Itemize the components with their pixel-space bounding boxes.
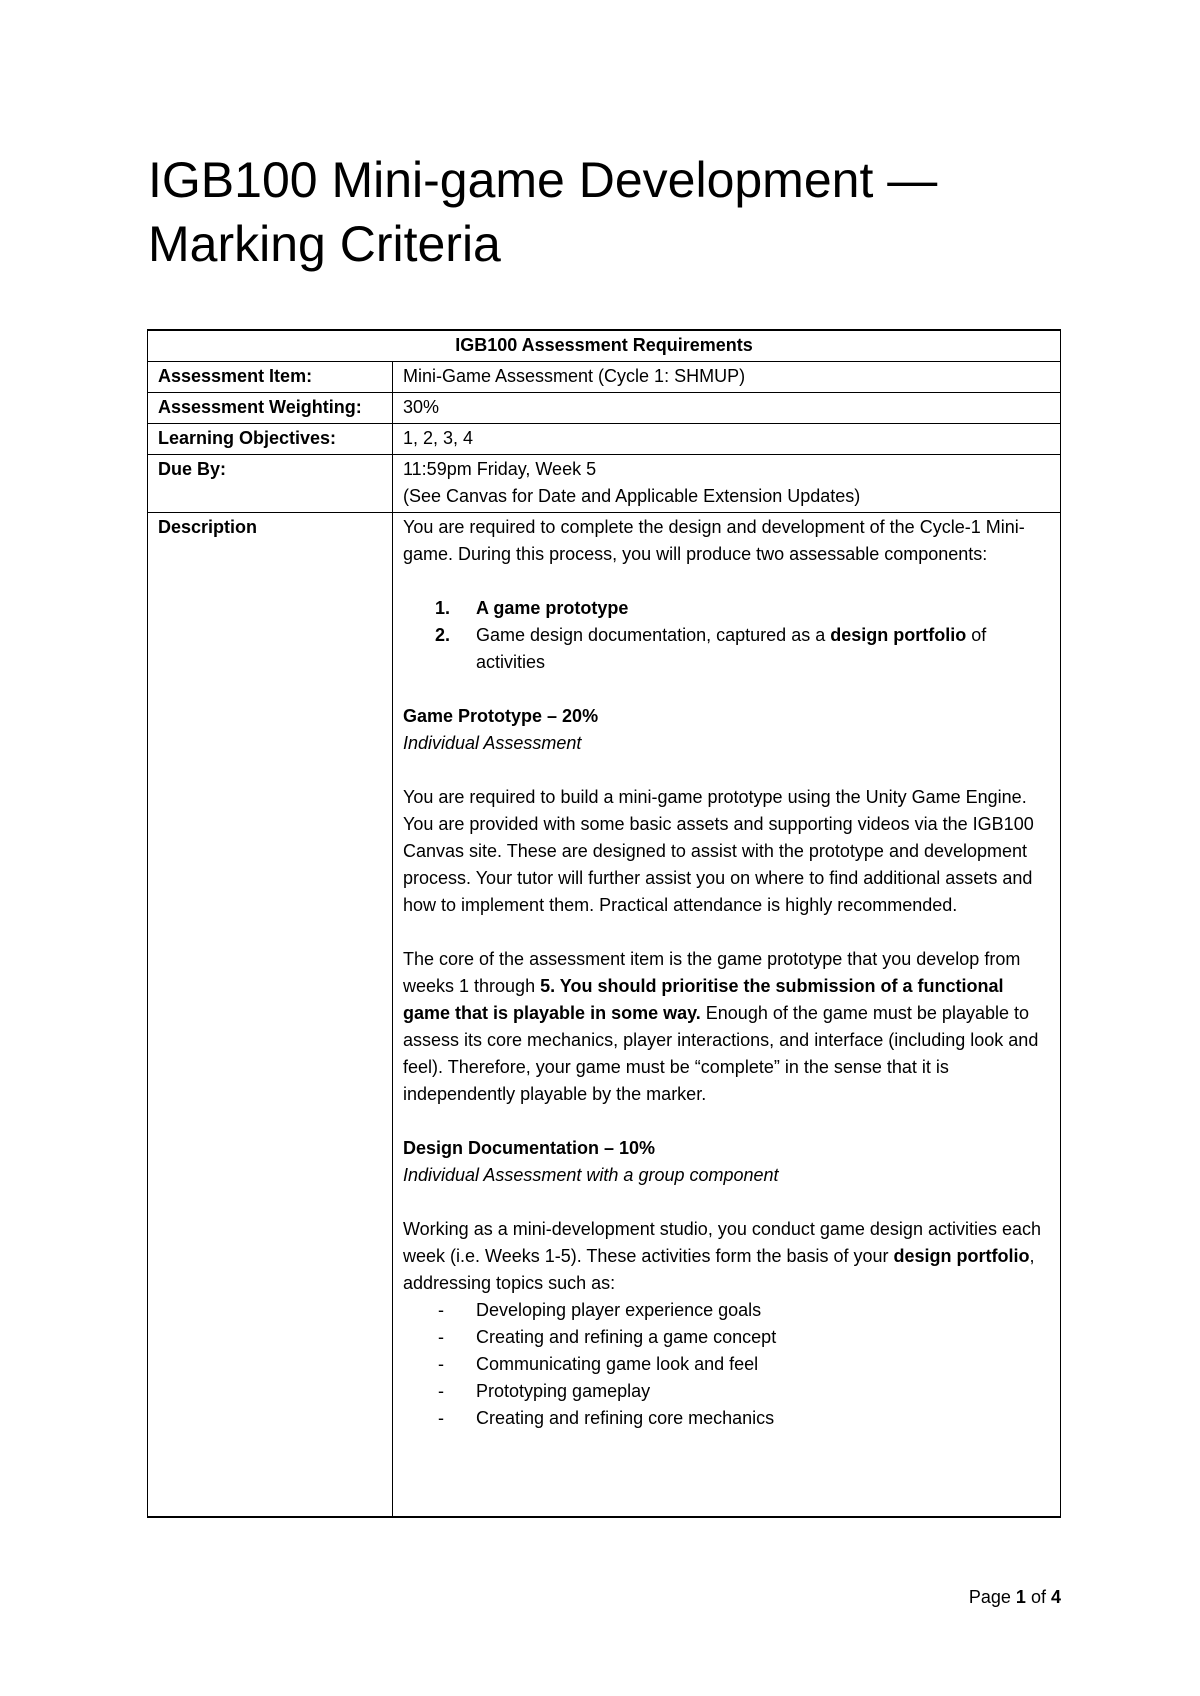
row-value-learning-objectives: 1, 2, 3, 4 <box>393 424 1061 455</box>
table-row <box>148 393 1061 424</box>
topic-text: Communicating game look and feel <box>476 1354 759 1374</box>
prototype-p2-bold: 5. You should prioritise the submission of a functional game that is playable in some way. <box>403 976 1004 1023</box>
topic-text: Developing player experience goals <box>476 1300 762 1320</box>
row-label-description: Description <box>148 513 393 1518</box>
table-row <box>148 455 1061 513</box>
list-item <box>403 595 1050 622</box>
prototype-p2-post: Enough of the game must be playable to assess its core mechanics, player interactions, and interface (including look and feel). Therefore, your game must be “complete” in the sense that it is independently playable by the marker. <box>403 1003 1039 1104</box>
docs-p-post: , addressing topics such as: <box>403 1246 1035 1293</box>
list-item <box>403 1351 1050 1378</box>
prototype-p2-pre: The core of the assessment item is the game prototype that you develop from weeks 1 through <box>403 949 1021 996</box>
docs-p-pre: Working as a mini-development studio, you conduct game design activities each week (i.e. Weeks 1-5). These activities form the basis of your <box>403 1219 1042 1266</box>
prototype-heading: Game Prototype – 20% <box>403 706 599 726</box>
row-value-assessment-item: Mini-Game Assessment (Cycle 1: SHMUP) <box>393 362 1061 393</box>
table-row-description <box>148 513 1061 1518</box>
component-list <box>403 595 1050 676</box>
row-label-assessment-weighting: Assessment Weighting: <box>148 393 393 424</box>
of-word: of <box>1030 1587 1046 1607</box>
assessment-requirements-table <box>147 329 1061 1518</box>
page-number: 1 <box>1015 1587 1026 1607</box>
list-item <box>403 622 1050 676</box>
page-total: 4 <box>1050 1587 1061 1607</box>
row-value-due-by <box>393 455 1061 513</box>
table-heading-row <box>148 330 1061 362</box>
list-item <box>403 1324 1050 1351</box>
prototype-paragraph-1: You are required to build a mini-game prototype using the Unity Game Engine. You are provided with some basic assets and supporting videos via the IGB100 Canvas site. These are designed to assist with the prototype and development process. Your tutor will further assist you on where to find additional assets and how to implement them. Practical attendance is highly recommended. <box>403 787 1034 915</box>
topic-text: Creating and refining core mechanics <box>476 1408 775 1428</box>
description-content <box>393 513 1061 1518</box>
table-heading: IGB100 Assessment Requirements <box>148 330 1061 362</box>
component-text-pre: Game design documentation, captured as a <box>476 625 831 645</box>
component-text-bold: design portfolio <box>830 625 967 645</box>
component-text: A game prototype <box>476 598 629 618</box>
list-number: 2. <box>435 625 451 645</box>
dash-bullet: - <box>438 1354 444 1374</box>
list-item <box>403 1378 1050 1405</box>
docs-subheading: Individual Assessment with a group component <box>403 1165 779 1185</box>
prototype-paragraph-2 <box>403 946 1050 1108</box>
page-footer <box>969 1587 1061 1608</box>
docs-p-bold: design portfolio <box>893 1246 1030 1266</box>
dash-bullet: - <box>438 1300 444 1320</box>
topic-list <box>403 1297 1050 1432</box>
due-date: 11:59pm Friday, Week 5 <box>403 459 597 479</box>
dash-bullet: - <box>438 1408 444 1428</box>
row-label-learning-objectives: Learning Objectives: <box>148 424 393 455</box>
title-line-1: IGB100 Mini-game Development — <box>148 152 938 208</box>
topic-text: Prototyping gameplay <box>476 1381 651 1401</box>
row-label-due-by: Due By: <box>148 455 393 513</box>
topic-text: Creating and refining a game concept <box>476 1327 777 1347</box>
table-row <box>148 424 1061 455</box>
due-date-note: (See Canvas for Date and Applicable Extension Updates) <box>403 486 861 506</box>
document-title <box>148 148 1048 276</box>
list-number: 1. <box>435 598 451 618</box>
description-intro: You are required to complete the design and development of the Cycle-1 Mini-game. During this process, you will produce two assessable components: <box>403 517 1025 564</box>
title-line-2: Marking Criteria <box>148 216 501 272</box>
row-value-assessment-weighting: 30% <box>393 393 1061 424</box>
dash-bullet: - <box>438 1381 444 1401</box>
list-item <box>403 1405 1050 1432</box>
table-row <box>148 362 1061 393</box>
prototype-subheading: Individual Assessment <box>403 733 582 753</box>
list-item <box>403 1297 1050 1324</box>
docs-heading: Design Documentation – 10% <box>403 1138 656 1158</box>
docs-paragraph <box>403 1216 1050 1297</box>
component-text-post: of activities <box>476 625 987 672</box>
page-word: Page <box>968 1587 1011 1607</box>
row-label-assessment-item: Assessment Item: <box>148 362 393 393</box>
dash-bullet: - <box>438 1327 444 1347</box>
